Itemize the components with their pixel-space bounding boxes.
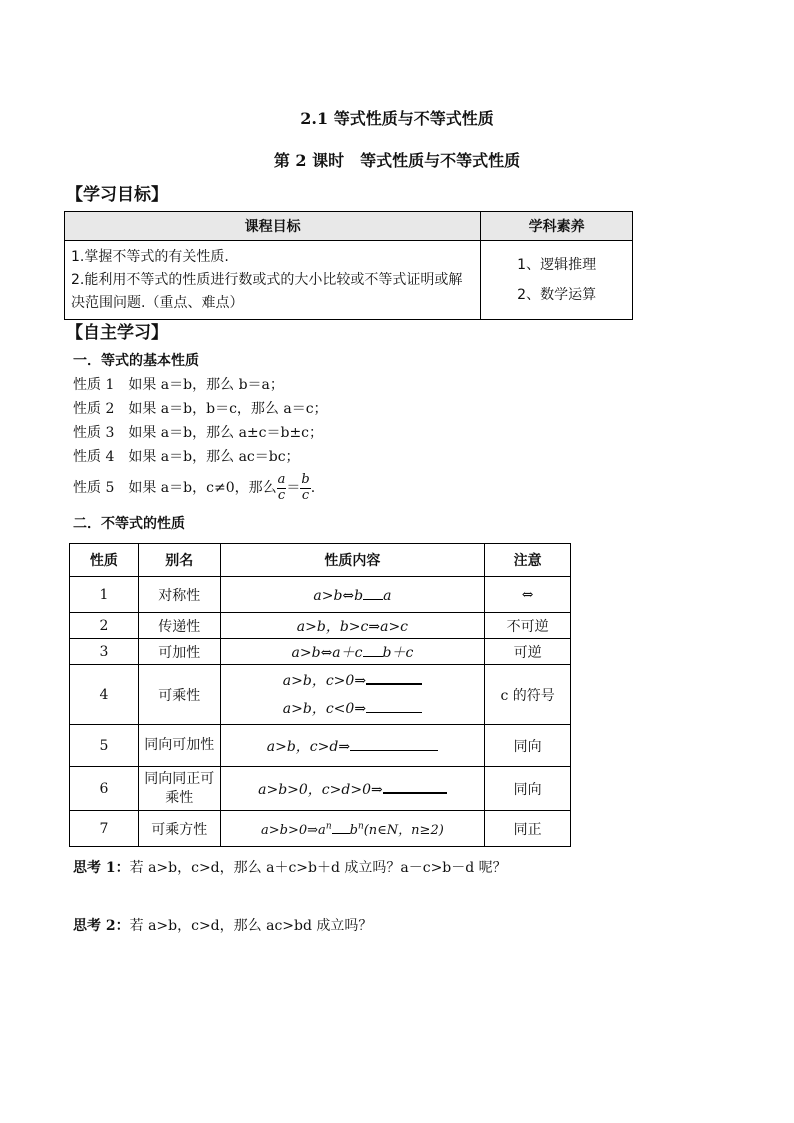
think-label: 思考 1： [73,860,130,876]
cell-content: $a>b>0\Rightarrow a^n$ $b^n(n\in N$，n≥2) [220,811,485,847]
cell-alias: 同向同正可乘性 [138,767,220,811]
goals-course-cell [65,241,481,320]
cell-content: a>b，c>0⇒ a>b，c<0⇒ [220,665,485,725]
table-row [70,665,571,725]
property-label: 性质 5 [73,480,115,496]
property-text: 如果 a＝b，那么 b＝a； [128,377,284,393]
property-text: 如果 a＝b，c≠0，那么 [128,480,277,496]
property-label: 性质 4 [73,449,115,465]
header-note: 注意 [485,544,571,577]
cell-alias: 可乘性 [138,665,220,725]
think-text: 若 a>b，c>d，那么 ac>bd 成立吗？ [129,918,373,934]
cell-note: c 的符号 [485,665,571,725]
cell-note: 同向 [485,767,571,811]
cell-content: a>b，b>c⇒a>c [220,613,485,639]
property-text: 如果 a＝b，b＝c，那么 a＝c； [128,401,328,417]
section-inequality-title: 二．不等式的性质 [73,516,185,532]
fill-blank[interactable] [363,585,383,600]
property-text: 如果 a＝b，那么 ac＝bc； [128,449,300,465]
cell-alias: 传递性 [138,613,220,639]
cell-no: 6 [70,767,139,811]
cell-note: 不可逆 [485,613,571,639]
cell-alias: 可加性 [138,639,220,665]
equality-property [73,374,284,394]
cell-note: 可逆 [485,639,571,665]
cell-content: a>b⇔b a [220,577,485,613]
header-alias: 别名 [138,544,220,577]
cell-alias: 可乘方性 [138,811,220,847]
cell-no: 4 [70,665,139,725]
think-label: 思考 2： [73,918,130,934]
lesson-title: 第 2 课时 等式性质与不等式性质 [273,151,521,170]
equality-property [73,446,300,466]
cell-no: 5 [70,725,139,767]
goals-table [64,211,633,320]
fill-blank[interactable] [383,778,447,794]
goal-item: 2.能利用不等式的性质进行数或式的大小比较或不等式证明或解决范围问题.（重点、难点） [71,271,463,311]
table-row [70,767,571,811]
table-row [70,613,571,639]
fraction-a-over-c: $\frac{a}{c}$ [277,472,286,503]
table-row [70,639,571,665]
think-question-2 [73,915,372,935]
header-content: 性质内容 [220,544,485,577]
fill-blank[interactable] [350,736,438,751]
goals-col-literacy: 学科素养 [481,212,633,241]
self-study-heading: 【自主学习】 [66,323,168,343]
property-label: 性质 1 [73,377,115,393]
cell-alias: 对称性 [138,577,220,613]
inequality-table [69,543,571,847]
goal-item: 1.掌握不等式的有关性质. [71,248,229,265]
section-equality-title: 一．等式的基本性质 [73,353,199,369]
table-row [70,725,571,767]
cell-content: a>b>0，c>d>0⇒ [220,767,485,811]
property-text: 如果 a＝b，那么 a±c＝b±c； [128,425,324,441]
table-row [70,577,571,613]
cell-note: 同向 [485,725,571,767]
table-row [70,811,571,847]
literacy-item: 1、逻辑推理 [517,257,597,273]
equality-property: 性质 5 如果 a＝b，c≠0，那么 $\frac{a}{c}$ ＝ $\frac{b}{c}$ . [73,472,316,503]
fill-blank[interactable] [332,819,350,834]
fill-blank[interactable] [363,642,383,657]
property-label: 性质 3 [73,425,115,441]
fill-blank[interactable] [366,698,422,713]
fill-blank[interactable] [366,669,422,685]
goals-literacy-cell [481,241,633,320]
literacy-item: 2、数学运算 [517,287,597,303]
cell-no: 2 [70,613,139,639]
equality-property [73,422,323,442]
goals-col-course: 课程目标 [65,212,481,241]
cell-no: 1 [70,577,139,613]
cell-no: 3 [70,639,139,665]
cell-content: a>b，c>d⇒ [220,725,485,767]
think-text: 若 a>b，c>d，那么 a＋c>b＋d 成立吗？a－c>b－d 呢？ [129,860,507,876]
property-label: 性质 2 [73,401,115,417]
header-property: 性质 [70,544,139,577]
goals-heading: 【学习目标】 [66,185,168,205]
page-title: 2.1 等式性质与不等式性质 [300,109,494,128]
think-question-1 [73,857,507,877]
cell-no: 7 [70,811,139,847]
cell-note: ⇔ [485,577,571,613]
cell-alias: 同向可加性 [138,725,220,767]
equality-property [73,398,328,418]
fraction-b-over-c: $\frac{b}{c}$ [301,472,310,503]
cell-content: a>b⇔a＋c b＋c [220,639,485,665]
cell-note: 同正 [485,811,571,847]
